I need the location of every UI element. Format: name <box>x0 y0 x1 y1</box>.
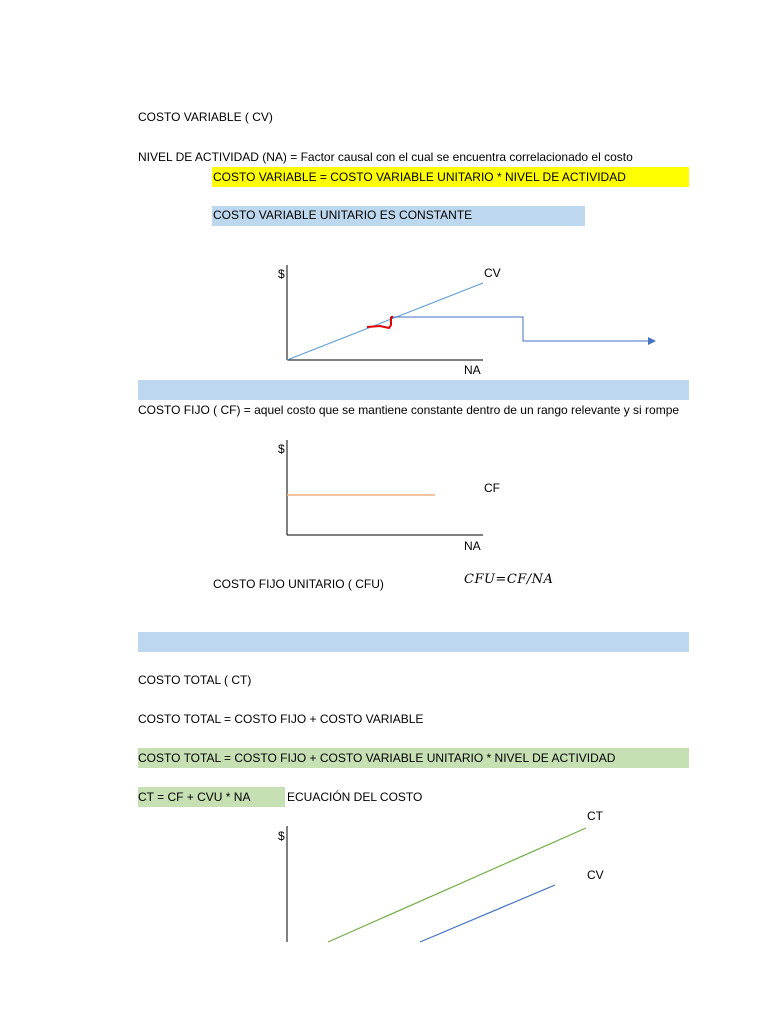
cv-title: COSTO VARIABLE ( CV) <box>138 110 273 124</box>
cf-chart-x-label: NA <box>464 539 481 553</box>
cfu-label: COSTO FIJO UNITARIO ( CFU) <box>213 577 384 591</box>
ct-chart-cv-label: CV <box>587 868 604 882</box>
cf-separator-band <box>138 380 689 400</box>
ct-chart-ct-label: CT <box>587 809 603 823</box>
cv-arrowhead <box>648 337 656 345</box>
ct-short-eq-label: ECUACIÓN DEL COSTO <box>287 790 423 804</box>
ct-eq2: COSTO TOTAL = COSTO FIJO + COSTO VARIABLE UNITARIO * NIVEL DE ACTIVIDAD <box>138 751 616 765</box>
ct-chart-y-label: $ <box>278 829 285 843</box>
red-mark <box>367 317 393 328</box>
ct-cv-line <box>420 885 555 942</box>
cv-line <box>287 283 483 360</box>
cv-chart-x-label: NA <box>464 363 481 377</box>
nivel-actividad-definition: NIVEL DE ACTIVIDAD (NA) = Factor causal con el cual se encuentra correlacionado el costo <box>138 150 633 164</box>
ct-separator-band <box>138 632 689 652</box>
cf-definition: COSTO FIJO ( CF) = aquel costo que se mantiene constante dentro de un rango relevante y si rompe <box>138 403 680 417</box>
cv-formula-text: COSTO VARIABLE = COSTO VARIABLE UNITARIO * NIVEL DE ACTIVIDAD <box>213 170 626 184</box>
cf-chart-line-label: CF <box>484 481 500 495</box>
ct-eq1: COSTO TOTAL = COSTO FIJO + COSTO VARIABLE <box>138 712 424 726</box>
ct-short-eq: CT = CF + CVU * NA <box>138 790 251 804</box>
cv-chart-y-label: $ <box>278 267 285 281</box>
cv-chart-line-label: CV <box>484 266 501 280</box>
cvu-constant-text: COSTO VARIABLE UNITARIO ES CONSTANTE <box>213 208 473 222</box>
cv-step-line <box>390 317 655 341</box>
cf-chart-y-label: $ <box>278 442 285 456</box>
cfu-formula: CFU=CF/NA <box>464 572 554 587</box>
ct-title: COSTO TOTAL ( CT) <box>138 673 252 687</box>
ct-line <box>328 828 586 942</box>
